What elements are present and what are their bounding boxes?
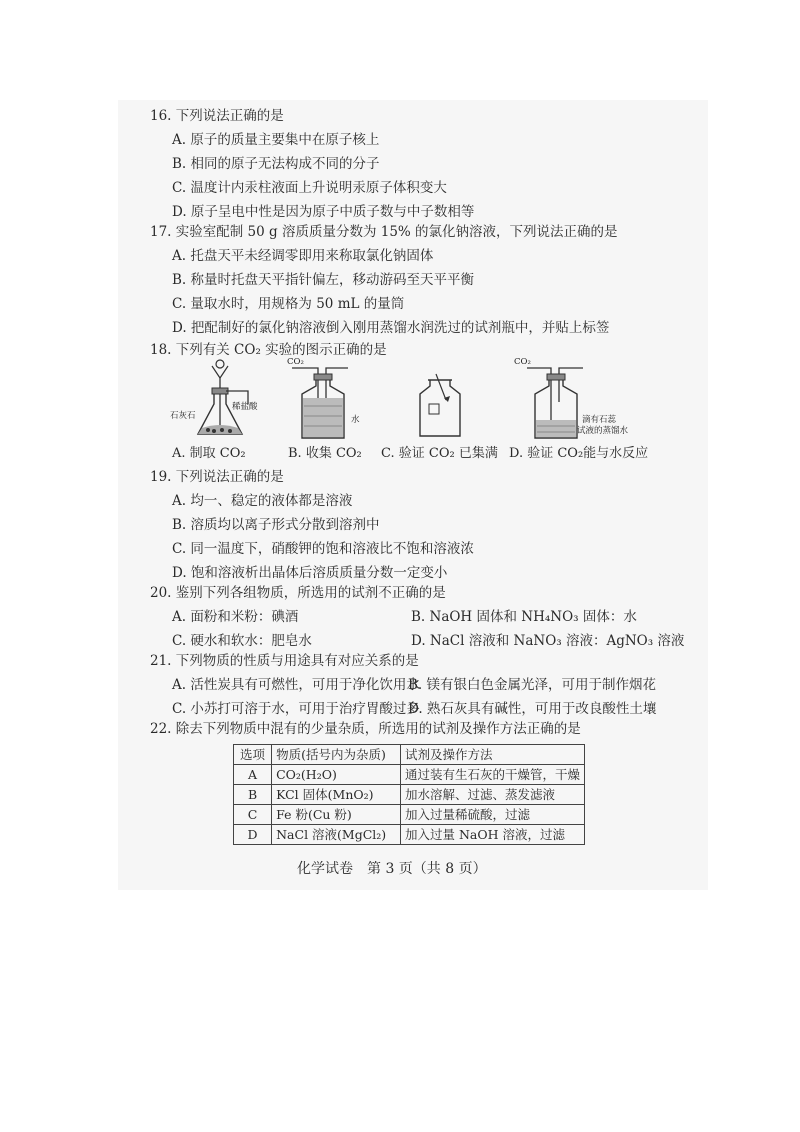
question-22-stem: 22. 除去下列物质中混有的少量杂质，所选用的试剂及操作方法正确的是 <box>150 721 581 737</box>
table-header-row <box>234 745 585 765</box>
q19-option-d: D. 饱和溶液析出晶体后溶质质量分数一定变小 <box>172 565 448 581</box>
label-dilute-hcl: 稀盐酸 <box>232 402 258 412</box>
question-21-stem: 21. 下列物质的性质与用途具有对应关系的是 <box>150 653 419 669</box>
label-litmus-2: 试液的蒸馏水 <box>577 426 629 436</box>
table-row <box>234 765 585 785</box>
table-header-cell: 试剂及操作方法 <box>400 745 584 765</box>
q17-option-c: C. 量取水时，用规格为 50 mL 的量筒 <box>172 296 405 312</box>
table-cell: CO₂(H₂O) <box>272 765 401 785</box>
q21-option-a: A. 活性炭具有可燃性，可用于净化饮用水 <box>172 677 420 693</box>
table-cell: KCl 固体(MnO₂) <box>272 785 401 805</box>
q17-option-d: D. 把配制好的氯化钠溶液倒入刚用蒸馏水润洗过的试剂瓶中，并贴上标签 <box>172 320 610 336</box>
page-footer: 化学试卷 第 3 页（共 8 页） <box>297 861 487 877</box>
figure-c-verify-co2-full <box>416 370 466 438</box>
figure-a-produce-co2 <box>182 358 272 443</box>
q16-option-d: D. 原子呈电中性是因为原子中质子数与中子数相等 <box>172 204 475 220</box>
table-cell: 通过装有生石灰的干燥管，干燥 <box>400 765 584 785</box>
question-17-stem: 17. 实验室配制 50 g 溶质质量分数为 15% 的氯化钠溶液，下列说法正确的是 <box>150 224 618 240</box>
q20-option-c: C. 硬水和软水：肥皂水 <box>172 633 312 649</box>
question-19-stem: 19. 下列说法正确的是 <box>150 469 284 485</box>
q21-option-c: C. 小苏打可溶于水，可用于治疗胃酸过多 <box>172 701 420 717</box>
table-header-cell: 选项 <box>234 745 272 765</box>
q19-option-a: A. 均一、稳定的液体都是溶液 <box>172 493 353 509</box>
q18-caption-a: A. 制取 CO₂ <box>172 446 246 461</box>
table-row <box>234 785 585 805</box>
label-co2-d: CO₂ <box>514 357 531 367</box>
table-cell: 加入过量稀硫酸，过滤 <box>400 805 584 825</box>
label-co2-b: CO₂ <box>287 357 304 367</box>
q21-option-b: B. 镁有银白色金属光泽，可用于制作烟花 <box>408 677 657 693</box>
q18-caption-d: D. 验证 CO₂能与水反应 <box>509 446 649 461</box>
q16-option-b: B. 相同的原子无法构成不同的分子 <box>172 156 380 172</box>
table-row <box>234 825 585 845</box>
q20-option-b: B. NaOH 固体和 NH₄NO₃ 固体：水 <box>411 609 637 625</box>
question-20-stem: 20. 鉴别下列各组物质，所选用的试剂不正确的是 <box>150 585 446 601</box>
q21-option-d: D. 熟石灰具有碱性，可用于改良酸性土壤 <box>408 701 657 717</box>
label-water: 水 <box>351 415 360 425</box>
q20-option-d: D. NaCl 溶液和 NaNO₃ 溶液：AgNO₃ 溶液 <box>411 633 685 649</box>
q19-option-c: C. 同一温度下，硝酸钾的饱和溶液比不饱和溶液浓 <box>172 541 474 557</box>
label-litmus-1: 滴有石蕊 <box>582 415 617 425</box>
q17-option-b: B. 称量时托盘天平指针偏左，移动游码至天平平衡 <box>172 272 475 288</box>
table-row <box>234 805 585 825</box>
question-18-stem: 18. 下列有关 CO₂ 实验的图示正确的是 <box>150 342 387 358</box>
q16-option-a: A. 原子的质量主要集中在原子核上 <box>172 132 380 148</box>
q18-caption-b: B. 收集 CO₂ <box>288 446 362 461</box>
q18-caption-c: C. 验证 CO₂ 已集满 <box>381 446 498 461</box>
q19-option-b: B. 溶质均以离子形式分散到溶剂中 <box>172 517 380 533</box>
table-cell: A <box>234 765 272 785</box>
table-header-cell: 物质(括号内为杂质) <box>272 745 401 765</box>
figure-b-collect-co2 <box>288 362 358 442</box>
q17-option-a: A. 托盘天平未经调零即用来称取氯化钠固体 <box>172 248 434 264</box>
q20-option-a: A. 面粉和米粉：碘酒 <box>172 609 299 625</box>
table-cell: 加水溶解、过滤、蒸发滤液 <box>400 785 584 805</box>
q16-option-c: C. 温度计内汞柱液面上升说明汞原子体积变大 <box>172 180 447 196</box>
table-cell: Fe 粉(Cu 粉) <box>272 805 401 825</box>
table-cell: C <box>234 805 272 825</box>
question-16-stem: 16. 下列说法正确的是 <box>150 108 284 124</box>
table-cell: B <box>234 785 272 805</box>
table-cell: D <box>234 825 272 845</box>
q22-table <box>233 744 585 845</box>
label-limestone: 石灰石 <box>170 411 196 421</box>
table-cell: 加入过量 NaOH 溶液，过滤 <box>400 825 584 845</box>
table-cell: NaCl 溶液(MgCl₂) <box>272 825 401 845</box>
